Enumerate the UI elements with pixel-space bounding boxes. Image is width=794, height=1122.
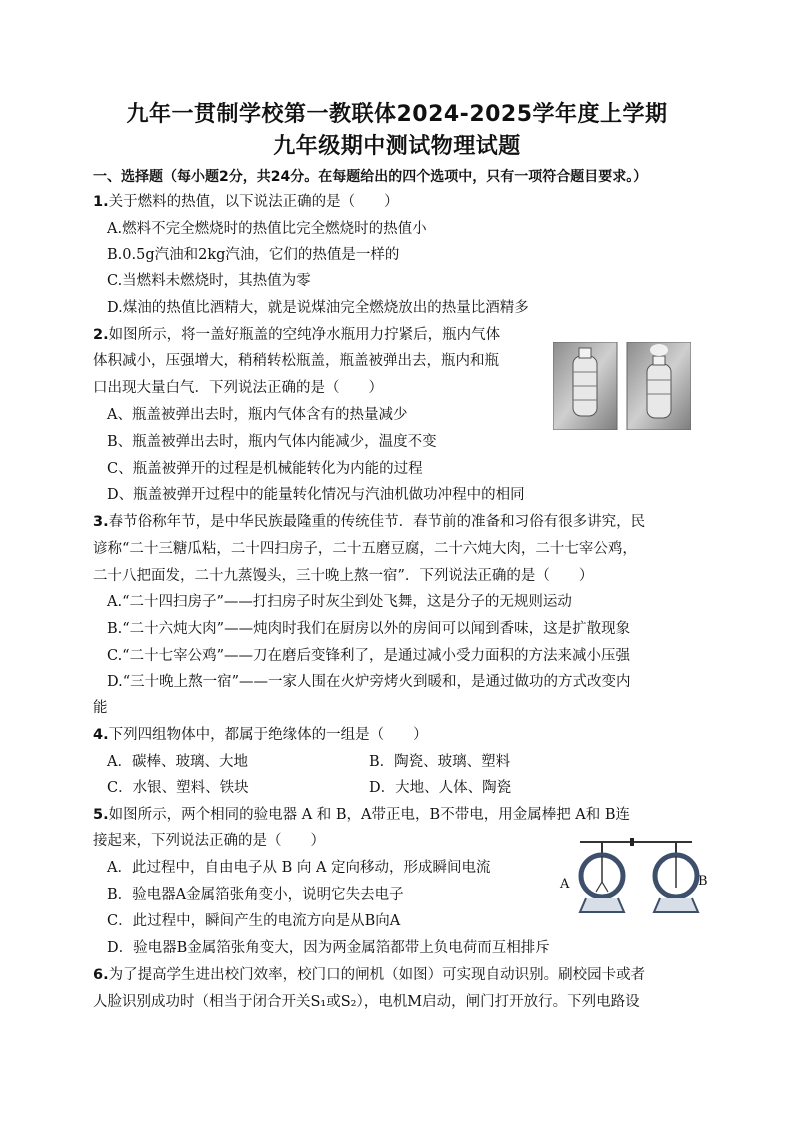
question-text: 春节俗称年节，是中华民族最隆重的传统佳节．春节前的准备和习俗有很多讲究，民 (108, 514, 646, 530)
electroscope-label-b: B (698, 874, 708, 889)
q3-option-a: A.“二十四扫房子”——打扫房子时灰尘到处飞舞，这是分子的无规则运动 (107, 594, 572, 610)
bottle-photos-figure (553, 342, 691, 430)
question-2-stem (93, 325, 500, 345)
q3-option-d: D.“三十晚上熬一宿”——一家人围在火炉旁烤火到暖和，是通过做功的方式改变内 (107, 674, 631, 690)
electroscopes-diagram (560, 836, 710, 918)
q2-option-c: C、瓶盖被弹开的过程是机械能转化为内能的过程 (107, 461, 423, 477)
question-number: 3. (93, 514, 109, 530)
question-6-stem (93, 965, 645, 985)
q1-option-b: B.0.5g汽油和2kg汽油，它们的热值是一样的 (107, 247, 400, 263)
q1-option-d: D.煤油的热值比酒精大，就是说煤油完全燃烧放出的热量比酒精多 (107, 300, 529, 316)
question-text: 如图所示，两个相同的验电器 A 和 B，A带正电，B不带电，用金属棒把 A和 B连 (108, 807, 631, 823)
question-6-stem-line2: 人脸识别成功时（相当于闭合开关S₁或S₂），电机M启动，闸门打开放行。下列电路设 (93, 994, 640, 1010)
q2-option-a: A、瓶盖被弹出去时，瓶内气体含有的热量减少 (107, 407, 408, 423)
q4-option-b: B．陶瓷、玻璃、塑料 (369, 754, 511, 770)
q5-option-b: B．验电器A金属箔张角变小，说明它失去电子 (107, 887, 404, 903)
question-2-stem-line2: 体积减小，压强增大，稍稍转松瓶盖，瓶盖被弹出去，瓶内和瓶 (93, 353, 499, 369)
question-3-stem (93, 512, 645, 532)
section-note: （每小题2分，共24分。在每题给出的四个选项中，只有一项符合题目要求。） (163, 169, 648, 185)
question-number: 6. (93, 967, 109, 983)
q2-option-b: B、瓶盖被弹出去时，瓶内气体内能减少，温度不变 (107, 434, 437, 450)
question-number: 1. (93, 194, 109, 210)
q4-option-a: A．碳棒、玻璃、大地 (107, 754, 248, 770)
section-title: 一、选择题 (93, 169, 163, 185)
q5-option-d: D．验电器B金属箔张角变大，因为两金属箔都带上负电荷而互相排斥 (107, 940, 550, 956)
q1-option-a: A.燃料不完全燃烧时的热值比完全燃烧时的热值小 (107, 221, 427, 237)
q5-option-a: A．此过程中，自由电子从 B 向 A 定向移动，形成瞬间电流 (107, 860, 491, 876)
q1-option-c: C.当燃料未燃烧时，其热值为零 (107, 273, 311, 289)
question-text: 如图所示，将一盖好瓶盖的空纯净水瓶用力拧紧后，瓶内气体 (108, 327, 501, 343)
section-heading (93, 167, 647, 187)
exam-title-line1: 九年一贯制学校第一教联体2024-2025学年度上学期 (126, 102, 668, 127)
question-3-stem-line3: 二十八把面发，二十九蒸馒头，三十晚上熬一宿”．下列说法正确的是（ ） (93, 568, 594, 584)
bottle-photos (553, 342, 691, 430)
question-number: 5. (93, 807, 109, 823)
question-1-stem (93, 192, 399, 212)
question-3-stem-line2: 谚称“二十三糖瓜粘，二十四扫房子，二十五磨豆腐，二十六炖大肉，二十七宰公鸡， (93, 541, 637, 557)
question-4-stem (93, 725, 428, 745)
question-text: 关于燃料的热值，以下说法正确的是（ ） (108, 194, 399, 210)
q3-option-c: C.“二十七宰公鸡”——刀在磨后变锋利了，是通过减小受力面积的方法来减小压强 (107, 648, 631, 664)
question-number: 4. (93, 727, 109, 743)
q3-option-b: B.“二十六炖大肉”——炖肉时我们在厨房以外的房间可以闻到香味，这是扩散现象 (107, 621, 631, 637)
exam-title-line2: 九年级期中测试物理试题 (273, 134, 521, 159)
question-number: 2. (93, 327, 109, 343)
question-5-stem-line2: 接起来，下列说法正确的是（ ） (93, 833, 325, 849)
question-5-stem (93, 805, 630, 825)
question-2-stem-line3: 口出现大量白气．下列说法正确的是（ ） (93, 380, 383, 396)
electroscope-label-a: A (560, 877, 570, 892)
q4-option-c: C．水银、塑料、铁块 (107, 780, 249, 796)
q5-option-c: C．此过程中，瞬间产生的电流方向是从B向A (107, 913, 401, 929)
question-text: 下列四组物体中，都属于绝缘体的一组是（ ） (108, 727, 428, 743)
question-text: 为了提高学生进出校门效率，校门口的闸机（如图）可实现自动识别。刷校园卡或者 (108, 967, 646, 983)
q2-option-d: D、瓶盖被弹开过程中的能量转化情况与汽油机做功冲程中的相同 (107, 487, 525, 503)
q3-option-d-continued: 能 (93, 700, 108, 716)
electroscope-figure (560, 836, 710, 918)
q4-option-d: D．大地、人体、陶瓷 (369, 780, 512, 796)
